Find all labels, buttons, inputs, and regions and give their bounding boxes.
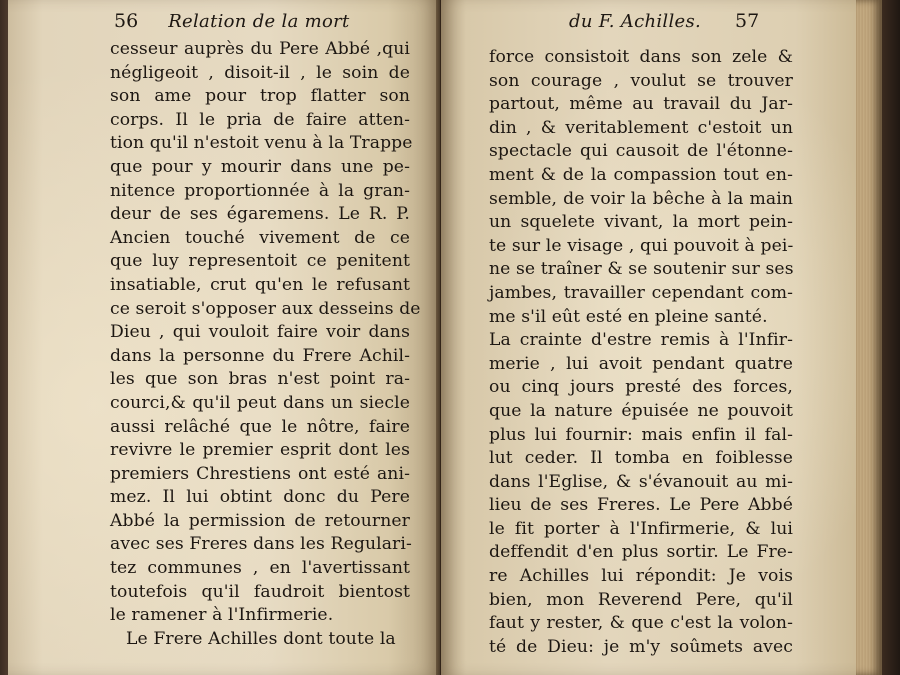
- text-line: son ame pour trop flatter son: [110, 86, 410, 107]
- text-line: premiers Chrestiens ont esté ani-: [110, 463, 410, 484]
- text-line: insatiable, crut qu'en le refusant: [110, 274, 410, 295]
- text-line: plus lui fournir: mais enfin il fal-: [489, 424, 793, 445]
- right-running-title: du F. Achilles.: [569, 11, 702, 32]
- text-line: tion qu'il n'estoit venu à la Trappe: [110, 133, 413, 154]
- right-page: [441, 0, 858, 675]
- text-line: té de Dieu: je m'y soûmets avec: [489, 636, 793, 657]
- left-page-header: [114, 10, 414, 38]
- page-edges: [856, 0, 882, 675]
- text-line: me s'il eût esté en pleine santé.: [489, 306, 768, 327]
- text-line: le fit porter à l'Infirmerie, & lui: [489, 518, 793, 539]
- text-line: cesseur auprès du Pere Abbé ,qui: [110, 39, 410, 59]
- text-line: un squelete vivant, la mort pein-: [489, 212, 793, 233]
- text-line: ce seroit s'opposer aux desseins de: [110, 298, 421, 319]
- text-line: corps. Il le pria de faire atten-: [110, 109, 410, 130]
- right-page-text: [489, 46, 793, 659]
- text-line: ment & de la compassion tout en-: [489, 164, 793, 185]
- text-line: te sur le visage , qui pouvoit à pei-: [489, 235, 794, 256]
- left-page-text: [110, 38, 421, 651]
- left-running-title: Relation de la mort: [168, 11, 350, 32]
- text-line: dans la personne du Frere Achil-: [110, 345, 410, 366]
- text-line: lieu de ses Freres. Le Pere Abbé: [489, 495, 793, 516]
- text-line: Dieu , qui vouloit faire voir dans: [110, 322, 410, 343]
- text-line: La crainte d'estre remis à l'Infir-: [489, 330, 793, 351]
- text-line: deffendit d'en plus sortir. Le Fre-: [489, 542, 793, 563]
- text-line: re Achilles lui répondit: Je vois: [489, 566, 793, 587]
- text-line: le ramener à l'Infirmerie.: [110, 605, 334, 626]
- text-line: partout, même au travail du Jar-: [489, 94, 793, 115]
- text-line: négligeoit , disoit-il , le soin de: [110, 62, 410, 83]
- text-line: tez communes , en l'avertissant: [110, 558, 410, 579]
- text-line: dans l'Eglise, & s'évanouit au mi-: [489, 471, 793, 492]
- text-line: que pour y mourir dans une pe-: [110, 156, 410, 177]
- text-line: Ancien touché vivement de ce: [110, 227, 410, 248]
- text-line: din , & veritablement c'estoit un: [489, 117, 793, 138]
- right-page-header: [569, 10, 839, 38]
- text-line: Abbé la permission de retourner: [110, 510, 410, 531]
- text-line: son courage , voulut se trouver: [489, 70, 793, 91]
- book-cover-edge: [882, 0, 900, 675]
- left-page-number: 56: [114, 10, 139, 32]
- text-line: faut y rester, & que c'est la volon-: [489, 613, 793, 634]
- text-line: force consistoit dans son zele &: [489, 47, 793, 67]
- text-line: semble, de voir la bêche à la main: [489, 188, 793, 209]
- text-line: ne se traîner & se soutenir sur ses: [489, 259, 794, 280]
- text-line: nitence proportionnée à la gran-: [110, 180, 410, 201]
- text-line: spectacle qui causoit de l'étonne-: [489, 141, 793, 162]
- text-line: que luy representoit ce penitent: [110, 251, 410, 272]
- right-page-number: 57: [735, 10, 760, 32]
- text-line: revivre le premier esprit dont les: [110, 440, 410, 461]
- text-line: lut ceder. Il tomba en foiblesse: [489, 448, 793, 469]
- text-line: deur de ses égaremens. Le R. P.: [110, 204, 410, 225]
- text-line: les que son bras n'est point ra-: [110, 369, 410, 390]
- text-line: merie , lui avoit pendant quatre: [489, 353, 793, 374]
- text-line: bien, mon Reverend Pere, qu'il: [489, 589, 793, 610]
- text-line: courci,& qu'il peut dans un siecle: [110, 392, 410, 413]
- text-line: mez. Il lui obtint donc du Pere: [110, 487, 410, 508]
- text-line: aussi relâché que le nôtre, faire: [110, 416, 410, 437]
- text-line: jambes, travailler cependant com-: [489, 282, 793, 303]
- text-line: que la nature épuisée ne pouvoit: [489, 400, 793, 421]
- text-line: avec ses Freres dans les Regulari-: [110, 534, 412, 555]
- text-line: ou cinq jours presté des forces,: [489, 377, 793, 398]
- text-line: toutefois qu'il faudroit bientost: [110, 581, 410, 602]
- text-line: Le Frere Achilles dont toute la: [126, 628, 396, 649]
- left-page: [8, 0, 440, 675]
